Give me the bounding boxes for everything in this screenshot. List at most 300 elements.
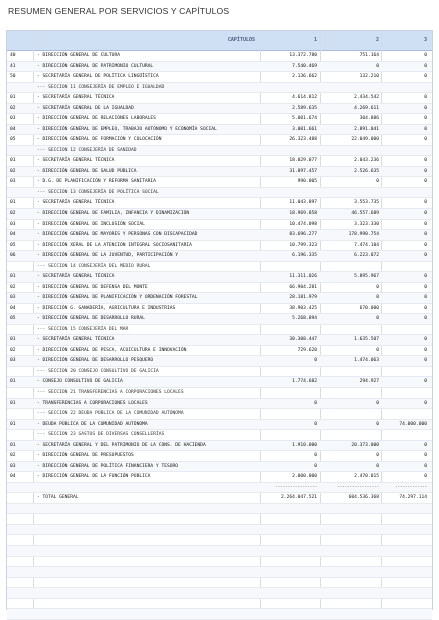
row-code: 41 (10, 63, 16, 69)
table-row (7, 93, 432, 104)
row-description: - SECRETARÍA GENERAL TÉCNICA (37, 95, 115, 101)
table-row (7, 114, 432, 125)
row-description (37, 514, 255, 524)
row-chapter-1-value (263, 409, 317, 419)
row-chapter-1-value: 0 (314, 421, 317, 427)
table-row (7, 335, 432, 346)
row-chapter-3-value (383, 262, 427, 272)
row-chapter-1-value (263, 567, 317, 577)
table-row (7, 451, 432, 462)
row-chapter-2-value: 0 (376, 179, 379, 185)
row-description (37, 599, 255, 609)
row-code (10, 504, 32, 514)
row-description: - SECRETARÍA GENERAL Y DEL PATRIMONIO DE LA CONS. DE HACIENDA (37, 442, 206, 448)
row-chapter-3-value: 0 (424, 63, 427, 69)
row-chapter-2-value: 20.373.000 (351, 442, 379, 448)
row-description: - DIRECCIÓN GENERAL DE CULTURA (37, 53, 120, 58)
row-chapter-2-value: 304.886 (359, 116, 379, 122)
row-chapter-1-value: 10.474.098 (289, 221, 317, 227)
row-description (37, 546, 255, 556)
row-description: --- SECCION 13 CONSEJERÍA DE POLÍTICA SOCIAL (37, 189, 159, 195)
row-description: - DIRECCIÓN GENERAL DE FAMILIA, INFANCIA Y DINAMIZACIÓN (37, 210, 190, 216)
row-description: - TRANSFERENCIAS A CORPORACIONES LOCALES (37, 400, 148, 406)
table-row (7, 125, 432, 136)
row-chapter-1-value: 13.372.780 (289, 53, 317, 58)
row-chapter-3-value: 0 (424, 200, 427, 206)
row-chapter-3-value: 0 (424, 305, 427, 311)
row-code: 02 (10, 105, 16, 111)
table-row (7, 251, 432, 262)
row-chapter-1-value: ----------------- (275, 484, 317, 490)
row-chapter-2-value (323, 83, 379, 93)
row-description: - DEUDA PÚBLICA DE LA COMUNIDAD AUTÓNOMA (37, 421, 148, 427)
row-code: 01 (10, 274, 16, 280)
row-chapter-3-value (383, 188, 427, 198)
table-row (7, 230, 432, 241)
row-code (10, 83, 32, 93)
row-chapter-3-value: 0 (424, 253, 427, 259)
row-chapter-2-value: 2.526.635 (354, 168, 379, 174)
row-code: 01 (10, 158, 16, 164)
row-code (10, 546, 32, 556)
row-chapter-2-value (323, 514, 379, 524)
row-chapter-1-value: 83.696.277 (289, 232, 317, 238)
table-row (7, 272, 432, 283)
row-chapter-1-value: 5.001.674 (292, 116, 317, 122)
row-chapter-1-value: 1.910.000 (292, 442, 317, 448)
row-chapter-1-value: 2.000.000 (292, 474, 317, 480)
row-chapter-3-value (383, 367, 427, 377)
row-chapter-2-value (323, 567, 379, 577)
row-chapter-1-value: 2.589.635 (292, 105, 317, 111)
row-chapter-3-value: 0 (424, 179, 427, 185)
table-row (7, 83, 432, 94)
row-chapter-1-value: 5.268.894 (292, 316, 317, 322)
row-chapter-1-value: 990.005 (297, 179, 317, 185)
table-row (7, 104, 432, 115)
row-chapter-2-value: 4.269.611 (354, 105, 379, 111)
row-code: 04 (10, 474, 16, 480)
row-code: 05 (10, 137, 16, 143)
row-chapter-2-value: 670.000 (359, 305, 379, 311)
row-description: - DIRECCIÓN GENERAL DE SALUD PÚBLICA (37, 168, 137, 174)
row-chapter-3-value: 0 (424, 474, 427, 480)
row-code: 02 (10, 284, 16, 290)
row-chapter-1-value (263, 535, 317, 545)
row-chapter-3-value: 0 (424, 105, 427, 111)
row-description: - DIRECCIÓN GENERAL DE INCLUSIÓN SOCIAL (37, 221, 145, 227)
row-code: 04 (10, 232, 16, 238)
row-chapter-2-value (323, 504, 379, 514)
row-chapter-2-value: 0 (376, 284, 379, 290)
row-code (10, 430, 32, 440)
row-chapter-1-value: 6.196.335 (292, 253, 317, 259)
row-code: 04 (10, 126, 16, 132)
table-row (7, 409, 432, 420)
row-chapter-2-value (323, 430, 379, 440)
row-chapter-3-value: 0 (424, 74, 427, 80)
table-row (7, 441, 432, 452)
row-chapter-1-value (263, 367, 317, 377)
row-description (37, 504, 255, 514)
row-chapter-1-value: 2.264.047.521 (281, 495, 317, 501)
row-description: - DIRECCIÓN G. GANADERÍA, AGRICULTURA E INDUSTRIAS (37, 305, 176, 311)
row-description: --- SECCION 12 CONSEJERÍA DE SANIDAD (37, 147, 137, 153)
row-chapter-3-value: 0 (424, 168, 427, 174)
row-code: 01 (10, 200, 16, 206)
table-row (7, 177, 432, 188)
row-chapter-2-value (323, 388, 379, 398)
row-description (37, 535, 255, 545)
row-chapter-3-value (383, 146, 427, 156)
row-chapter-1-value (263, 599, 317, 609)
table-row (7, 146, 432, 157)
row-description: - DIRECCIÓN GENERAL DE RELACIONES LABORALES (37, 116, 156, 122)
row-chapter-2-value (323, 525, 379, 535)
table-row (7, 283, 432, 294)
row-chapter-2-value: 0 (376, 463, 379, 469)
row-chapter-3-value: 0 (424, 400, 427, 406)
row-code: 04 (10, 305, 16, 311)
row-description: - DIRECCIÓN GENERAL DE PRESUPUESTOS (37, 453, 134, 459)
row-chapter-1-value (263, 588, 317, 598)
row-description: - SECRETARÍA GENERAL TÉCNICA (37, 274, 115, 280)
row-chapter-1-value (263, 262, 317, 272)
row-chapter-3-value: ------------- (394, 484, 427, 490)
row-chapter-1-value: 18.029.077 (289, 158, 317, 164)
column-header-1: 1 (313, 37, 317, 43)
row-description (37, 609, 255, 619)
budget-table (6, 30, 433, 610)
table-row (7, 504, 432, 515)
row-chapter-1-value: 0 (314, 463, 317, 469)
row-chapter-1-value: 0 (314, 453, 317, 459)
row-code: 02 (10, 210, 16, 216)
row-chapter-3-value (383, 546, 427, 556)
table-row (7, 314, 432, 325)
row-description: - DIRECCIÓN GENERAL DE MAYORES Y PERSONAS CON DISCAPACIDAD (37, 232, 198, 238)
table-row (7, 262, 432, 273)
row-description: --- SECCION 15 CONSEJERÍA DEL MAR (37, 326, 129, 332)
row-chapter-1-value: 4.614.812 (292, 95, 317, 101)
row-description: - DIRECCIÓN GENERAL DE DESARROLLO PESQUERO (37, 358, 154, 364)
row-code: 01 (10, 442, 16, 448)
table-row (7, 209, 432, 220)
table-row (7, 557, 432, 568)
row-description: - D.G. DE PLANIFICACIÓN Y REFORMA SANITARIA (37, 179, 156, 185)
row-chapter-1-value (263, 557, 317, 567)
row-chapter-2-value (323, 188, 379, 198)
row-chapter-3-value (383, 409, 427, 419)
table-row (7, 62, 432, 73)
row-chapter-2-value: 2.470.015 (354, 474, 379, 480)
row-chapter-1-value (263, 188, 317, 198)
row-chapter-3-value: 0 (424, 221, 427, 227)
row-code: 02 (10, 168, 16, 174)
row-code: 05 (10, 316, 16, 322)
table-row (7, 546, 432, 557)
table-row (7, 525, 432, 536)
row-chapter-2-value (323, 578, 379, 588)
row-chapter-2-value: 1.635.507 (354, 337, 379, 343)
row-chapter-1-value: 10.799.323 (289, 242, 317, 248)
row-description (37, 483, 255, 493)
row-chapter-2-value: 0 (376, 421, 379, 427)
row-code: 02 (10, 453, 16, 459)
row-description: - SECRETARÍA GENERAL TÉCNICA (37, 337, 115, 343)
row-description: - DIRECCIÓN GENERAL DE LA FUNCIÓN PÚBLICA (37, 474, 151, 480)
row-code: 03 (10, 221, 16, 227)
row-chapter-3-value (383, 83, 427, 93)
row-code: 03 (10, 358, 16, 364)
row-code: 40 (10, 53, 16, 58)
row-description: - SECRETARÍA GENERAL DE LA IGUALDAD (37, 105, 134, 111)
row-chapter-3-value (383, 525, 427, 535)
table-row (7, 567, 432, 578)
row-code: 01 (10, 379, 16, 385)
row-chapter-2-value: 0 (376, 295, 379, 301)
row-description: - DIRECCIÓN GENERAL DE DEFENSA DEL MONTE (37, 284, 148, 290)
row-chapter-3-value (383, 567, 427, 577)
row-chapter-1-value (263, 146, 317, 156)
row-code: 03 (10, 116, 16, 122)
row-chapter-3-value (383, 578, 427, 588)
row-code (10, 146, 32, 156)
row-chapter-1-value (263, 609, 317, 619)
row-code: 01 (10, 400, 16, 406)
table-row (7, 188, 432, 199)
row-code (10, 609, 32, 619)
row-chapter-1-value: 0 (314, 358, 317, 364)
table-row (7, 377, 432, 388)
table-row (7, 167, 432, 178)
row-chapter-3-value: 0 (424, 358, 427, 364)
row-chapter-3-value: 0 (424, 347, 427, 353)
row-chapter-3-value: 0 (424, 232, 427, 238)
row-chapter-2-value (323, 609, 379, 619)
table-row (7, 72, 432, 83)
row-chapter-1-value (263, 325, 317, 335)
table-row (7, 588, 432, 599)
row-chapter-2-value (323, 546, 379, 556)
row-chapter-1-value (263, 430, 317, 440)
row-chapter-3-value (383, 557, 427, 567)
row-chapter-1-value: 7.540.469 (292, 63, 317, 69)
row-chapter-3-value: 0 (424, 126, 427, 132)
row-chapter-1-value: 18.969.858 (289, 210, 317, 216)
table-row (7, 156, 432, 167)
row-chapter-1-value (263, 578, 317, 588)
row-code: 02 (10, 347, 16, 353)
row-code (10, 588, 32, 598)
row-chapter-2-value: 0 (376, 347, 379, 353)
row-chapter-3-value: 0 (424, 116, 427, 122)
table-row (7, 462, 432, 473)
row-code (10, 514, 32, 524)
column-header-chapters: CAPÍTULOS (227, 37, 255, 43)
table-row (7, 483, 432, 494)
table-row (7, 535, 432, 546)
row-chapter-2-value: 0 (376, 400, 379, 406)
row-description: - SECRETARÍA GENERAL TÉCNICA (37, 158, 115, 164)
row-chapter-3-value: 0 (424, 210, 427, 216)
row-code (10, 493, 32, 503)
row-code (10, 599, 32, 609)
row-chapter-2-value: 7.474.104 (354, 242, 379, 248)
row-code (10, 535, 32, 545)
row-chapter-3-value: 0 (424, 453, 427, 459)
row-description (37, 578, 255, 588)
row-chapter-3-value (383, 388, 427, 398)
row-chapter-2-value: 751.164 (359, 53, 379, 58)
column-header-3: 3 (423, 37, 427, 43)
row-description: - DIRECCIÓN XERAL DE LA ATENCIÓN INTEGRAL SOCIOSANITARIA (37, 242, 192, 248)
row-chapter-3-value: 0 (424, 158, 427, 164)
row-code (10, 367, 32, 377)
table-row (7, 399, 432, 410)
row-description: - DIRECCIÓN GENERAL DE POLÍTICA FINANCIERA Y TESORO (37, 463, 179, 469)
row-chapter-2-value (323, 262, 379, 272)
row-code (10, 525, 32, 535)
row-code: 03 (10, 179, 16, 185)
row-code: 01 (10, 337, 16, 343)
row-description: - CONSEJO CONSULTIVO DE GALICIA (37, 379, 123, 385)
row-chapter-3-value: 74.297.114 (399, 495, 427, 501)
row-chapter-3-value: 74.000.000 (399, 421, 427, 427)
row-chapter-2-value (323, 599, 379, 609)
row-description: - DIRECCIÓN GENERAL DE PLANIFICACIÓN Y ORDENACIÓN FORESTAL (37, 295, 198, 301)
row-code: 05 (10, 242, 16, 248)
row-chapter-1-value (263, 83, 317, 93)
row-chapter-1-value: 28.181.979 (289, 295, 317, 301)
row-chapter-3-value: 0 (424, 463, 427, 469)
row-chapter-2-value: 3.323.330 (354, 221, 379, 227)
row-chapter-2-value: 3.553.735 (354, 200, 379, 206)
row-chapter-2-value: 178.990.754 (348, 232, 379, 238)
row-chapter-3-value: 0 (424, 337, 427, 343)
table-row (7, 599, 432, 610)
row-chapter-2-value: 604.536.368 (348, 495, 379, 501)
row-code: 03 (10, 463, 16, 469)
row-chapter-3-value (383, 430, 427, 440)
row-description (37, 557, 255, 567)
row-chapter-2-value (323, 588, 379, 598)
table-row (7, 388, 432, 399)
row-chapter-3-value: 0 (424, 379, 427, 385)
row-chapter-3-value (383, 514, 427, 524)
row-chapter-1-value: 0 (314, 400, 317, 406)
row-chapter-3-value: 0 (424, 295, 427, 301)
row-description (37, 567, 255, 577)
column-header-2: 2 (375, 37, 379, 43)
row-chapter-1-value (263, 504, 317, 514)
table-body (7, 51, 432, 620)
row-code (10, 567, 32, 577)
row-code (10, 557, 32, 567)
table-row (7, 198, 432, 209)
row-code: 01 (10, 95, 16, 101)
table-row (7, 420, 432, 431)
table-row (7, 325, 432, 336)
row-chapter-1-value (263, 388, 317, 398)
table-row (7, 356, 432, 367)
row-chapter-1-value: 2.136.662 (292, 74, 317, 80)
row-description: - SECRETARÍA GENERAL TÉCNICA (37, 200, 115, 206)
row-chapter-2-value: 46.557.689 (351, 210, 379, 216)
row-chapter-1-value: 11.043.897 (289, 200, 317, 206)
row-chapter-2-value: 0 (376, 316, 379, 322)
row-description: - DIRECCIÓN GENERAL DE DESARROLLO RURAL (37, 316, 145, 322)
table-row (7, 241, 432, 252)
row-chapter-1-value: 30.308.447 (289, 337, 317, 343)
row-chapter-3-value: 0 (424, 242, 427, 248)
row-description (37, 525, 255, 535)
row-chapter-3-value: 0 (424, 95, 427, 101)
row-chapter-3-value: 0 (424, 442, 427, 448)
table-row (7, 430, 432, 441)
row-chapter-1-value (263, 525, 317, 535)
table-row (7, 578, 432, 589)
row-description: - SECRETARÍA GENERAL DE POLÍTICA LINGÜÍSTICA (37, 74, 159, 80)
row-code (10, 388, 32, 398)
row-chapter-3-value: 0 (424, 284, 427, 290)
table-row (7, 51, 432, 62)
row-chapter-3-value (383, 325, 427, 335)
row-code: 50 (10, 74, 16, 80)
row-chapter-2-value: 2.043.236 (354, 158, 379, 164)
row-chapter-3-value (383, 535, 427, 545)
row-chapter-2-value (323, 535, 379, 545)
row-chapter-2-value: 2.434.542 (354, 95, 379, 101)
row-chapter-1-value: 66.904.281 (289, 284, 317, 290)
row-chapter-2-value (323, 409, 379, 419)
row-code (10, 188, 32, 198)
row-description: --- SECCION 20 CONSEJO CONSULTIVO DE GALICIA (37, 368, 159, 374)
row-chapter-1-value: 26.323.488 (289, 137, 317, 143)
row-chapter-3-value (383, 504, 427, 514)
row-chapter-3-value: 0 (424, 137, 427, 143)
row-chapter-2-value (323, 557, 379, 567)
table-row (7, 514, 432, 525)
row-code (10, 262, 32, 272)
row-description: - DIRECCIÓN GENERAL DE PESCA, ACUICULTURA E INNOVACIÓN (37, 347, 187, 353)
row-chapter-1-value: 3.001.661 (292, 126, 317, 132)
table-row (7, 346, 432, 357)
row-chapter-2-value: 294.927 (359, 379, 379, 385)
row-chapter-2-value: 132.210 (359, 74, 379, 80)
row-chapter-2-value: 5.895.967 (354, 274, 379, 280)
row-chapter-3-value (383, 588, 427, 598)
row-chapter-2-value: 22.049.000 (351, 137, 379, 143)
row-code (10, 483, 32, 493)
row-chapter-2-value (323, 367, 379, 377)
row-chapter-2-value: 1.474.063 (354, 358, 379, 364)
row-description (37, 588, 255, 598)
row-description: --- SECCION 14 CONSEJERÍA DEL MEDIO RURAL (37, 263, 151, 269)
row-description: - DIRECCIÓN GENERAL DE FORMACIÓN Y COLOCACIÓN (37, 137, 162, 143)
row-chapter-3-value: 0 (424, 53, 427, 58)
row-chapter-2-value: 2.891.041 (354, 126, 379, 132)
row-chapter-2-value: 0 (376, 453, 379, 459)
row-description: --- SECCION 22 DEUDA PÚBLICA DE LA COMUNIDAD AUTÓNOMA (37, 411, 184, 417)
row-chapter-2-value (323, 325, 379, 335)
table-row (7, 220, 432, 231)
row-chapter-2-value: 0 (376, 63, 379, 69)
row-chapter-1-value (263, 546, 317, 556)
row-chapter-3-value (383, 599, 427, 609)
row-chapter-1-value: 11.311.026 (289, 274, 317, 280)
row-code: 06 (10, 253, 16, 259)
